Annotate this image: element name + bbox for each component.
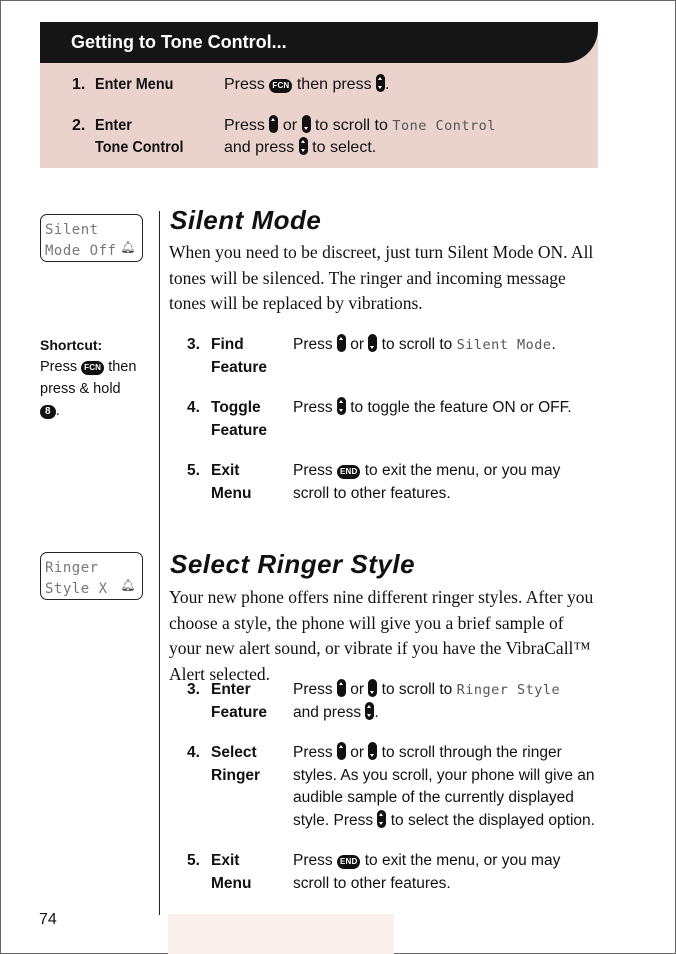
lcd-display-ringer xyxy=(40,552,143,600)
bell-icon: 🔔︎ xyxy=(120,578,136,592)
end-key-icon: END xyxy=(337,855,361,869)
section-title-silent-mode: Silent Mode xyxy=(170,205,322,235)
lcd-line: Style X xyxy=(45,581,108,597)
column-divider xyxy=(159,211,160,915)
lcd-display-silent xyxy=(40,214,143,262)
down-key-icon xyxy=(368,679,377,697)
up-key-icon xyxy=(337,334,346,352)
header-step-num: 2. xyxy=(72,117,86,134)
bell-icon: 🔔︎ xyxy=(120,240,136,254)
eight-key-icon: 8 xyxy=(40,405,56,419)
select-key-icon xyxy=(377,810,386,828)
section-title-ringer-style: Select Ringer Style xyxy=(170,549,416,579)
select-key-icon xyxy=(376,74,385,92)
select-key-icon xyxy=(337,397,346,415)
section-intro-silent-mode: When you need to be discreet, just turn Silent Mode ON. All tones will be silenced. The ringer and incoming message tones will be replaced by vibrations. xyxy=(169,242,594,313)
page-number: 74 xyxy=(39,911,57,928)
header-step-label: Enter Menu xyxy=(95,76,174,93)
lcd-line: Silent xyxy=(45,222,99,238)
shortcut-note: Shortcut: Press FCN then press & hold 8 . xyxy=(40,334,150,422)
fcn-key-icon: FCN xyxy=(269,79,292,93)
end-key-icon: END xyxy=(337,465,361,479)
select-key-icon xyxy=(299,137,308,155)
footer-decoration xyxy=(168,914,394,954)
up-key-icon xyxy=(269,115,278,133)
header-step-label: Enter xyxy=(95,117,132,134)
select-key-icon xyxy=(365,702,374,720)
up-key-icon xyxy=(337,742,346,760)
shortcut-title: Shortcut: xyxy=(40,337,103,353)
header-step-desc: Press FCN then press . xyxy=(224,76,390,93)
tone-control-box xyxy=(40,22,598,168)
header-step-label: Tone Control xyxy=(95,139,184,156)
lcd-line: Mode Off xyxy=(45,243,117,259)
header-title: Getting to Tone Control... xyxy=(40,22,598,63)
down-key-icon xyxy=(368,742,377,760)
fcn-key-icon: FCN xyxy=(81,361,104,375)
header-step-num: 1. xyxy=(72,76,86,93)
down-key-icon xyxy=(368,334,377,352)
lcd-line: Ringer xyxy=(45,560,99,576)
up-key-icon xyxy=(337,679,346,697)
header-step-desc: Press or to scroll to Tone Control and press to select. xyxy=(224,117,496,156)
section-intro-ringer-style: Your new phone offers nine different ringer styles. After you choose a style, the phone will give you a brief sample of your new alert sound, or vibrate if you have the VibraCall™ Alert selected. xyxy=(169,587,594,684)
down-key-icon xyxy=(302,115,311,133)
